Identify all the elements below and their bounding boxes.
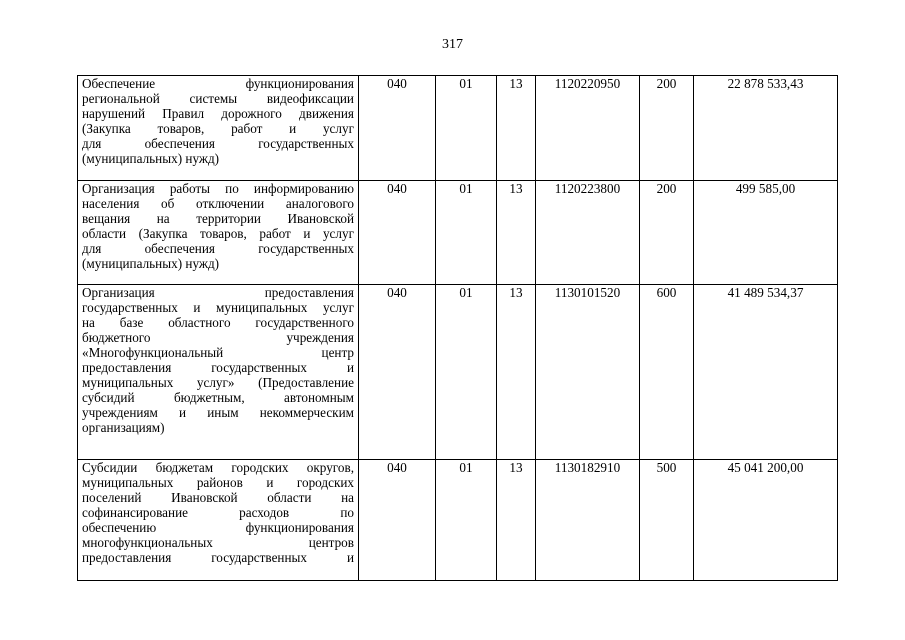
expense-type-code: 200 — [640, 181, 694, 285]
description-line: обеспечению функционирования — [82, 520, 354, 535]
description-line: государственных и муниципальных услуг — [82, 300, 354, 315]
page-number: 317 — [442, 37, 463, 52]
expense-type-code: 600 — [640, 285, 694, 460]
description-line: населения об отключении аналогового — [82, 196, 354, 211]
description-line: Организация предоставления — [82, 285, 354, 300]
row-description — [78, 181, 359, 285]
table-row — [78, 181, 838, 285]
expense-type-code: 200 — [640, 76, 694, 181]
description-line: учреждениям и иным некоммерческим — [82, 405, 354, 420]
expense-type-code: 500 — [640, 460, 694, 581]
table-row — [78, 285, 838, 460]
table-row — [78, 460, 838, 581]
ministry-code: 040 — [359, 460, 436, 581]
section-code: 01 — [436, 181, 497, 285]
subsection-code: 13 — [497, 181, 536, 285]
description-line: предоставления государственных и — [82, 550, 354, 565]
section-code: 01 — [436, 76, 497, 181]
description-line: субсидий бюджетным, автономным — [82, 390, 354, 405]
description-line: софинансирование расходов по — [82, 505, 354, 520]
row-description — [78, 76, 359, 181]
amount-value: 22 878 533,43 — [694, 76, 838, 181]
description-line: (муниципальных) нужд) — [82, 256, 220, 271]
description-line: бюджетного учреждения — [82, 330, 354, 345]
description-line: для обеспечения государственных — [82, 136, 354, 151]
description-line: поселений Ивановской области на — [82, 490, 354, 505]
target-article-code: 1120223800 — [536, 181, 640, 285]
table-row — [78, 76, 838, 181]
subsection-code: 13 — [497, 460, 536, 581]
ministry-code: 040 — [359, 285, 436, 460]
row-description — [78, 285, 359, 460]
target-article-code: 1120220950 — [536, 76, 640, 181]
description-line: «Многофункциональный центр — [82, 345, 354, 360]
ministry-code: 040 — [359, 181, 436, 285]
description-line: нарушений Правил дорожного движения — [82, 106, 354, 121]
amount-value: 499 585,00 — [694, 181, 838, 285]
ministry-code: 040 — [359, 76, 436, 181]
budget-table — [77, 75, 838, 581]
subsection-code: 13 — [497, 76, 536, 181]
description-line: Организация работы по информированию — [82, 181, 354, 196]
subsection-code: 13 — [497, 285, 536, 460]
description-line: для обеспечения государственных — [82, 241, 354, 256]
section-code: 01 — [436, 285, 497, 460]
description-line: (Закупка товаров, работ и услуг — [82, 121, 354, 136]
description-line: вещания на территории Ивановской — [82, 211, 354, 226]
description-line: области (Закупка товаров, работ и услуг — [82, 226, 354, 241]
description-line: организациям) — [82, 420, 165, 435]
description-line: (муниципальных) нужд) — [82, 151, 220, 166]
amount-value: 45 041 200,00 — [694, 460, 838, 581]
target-article-code: 1130182910 — [536, 460, 640, 581]
row-description — [78, 460, 359, 581]
section-code: 01 — [436, 460, 497, 581]
description-line: предоставления государственных и — [82, 360, 354, 375]
description-line: на базе областного государственного — [82, 315, 354, 330]
amount-value: 41 489 534,37 — [694, 285, 838, 460]
description-line: многофункциональных центров — [82, 535, 354, 550]
description-line: муниципальных районов и городских — [82, 475, 354, 490]
description-line: муниципальных услуг» (Предоставление — [82, 375, 354, 390]
description-line: Обеспечение функционирования — [82, 76, 354, 91]
description-line: региональной системы видеофиксации — [82, 91, 354, 106]
target-article-code: 1130101520 — [536, 285, 640, 460]
description-line: Субсидии бюджетам городских округов, — [82, 460, 354, 475]
